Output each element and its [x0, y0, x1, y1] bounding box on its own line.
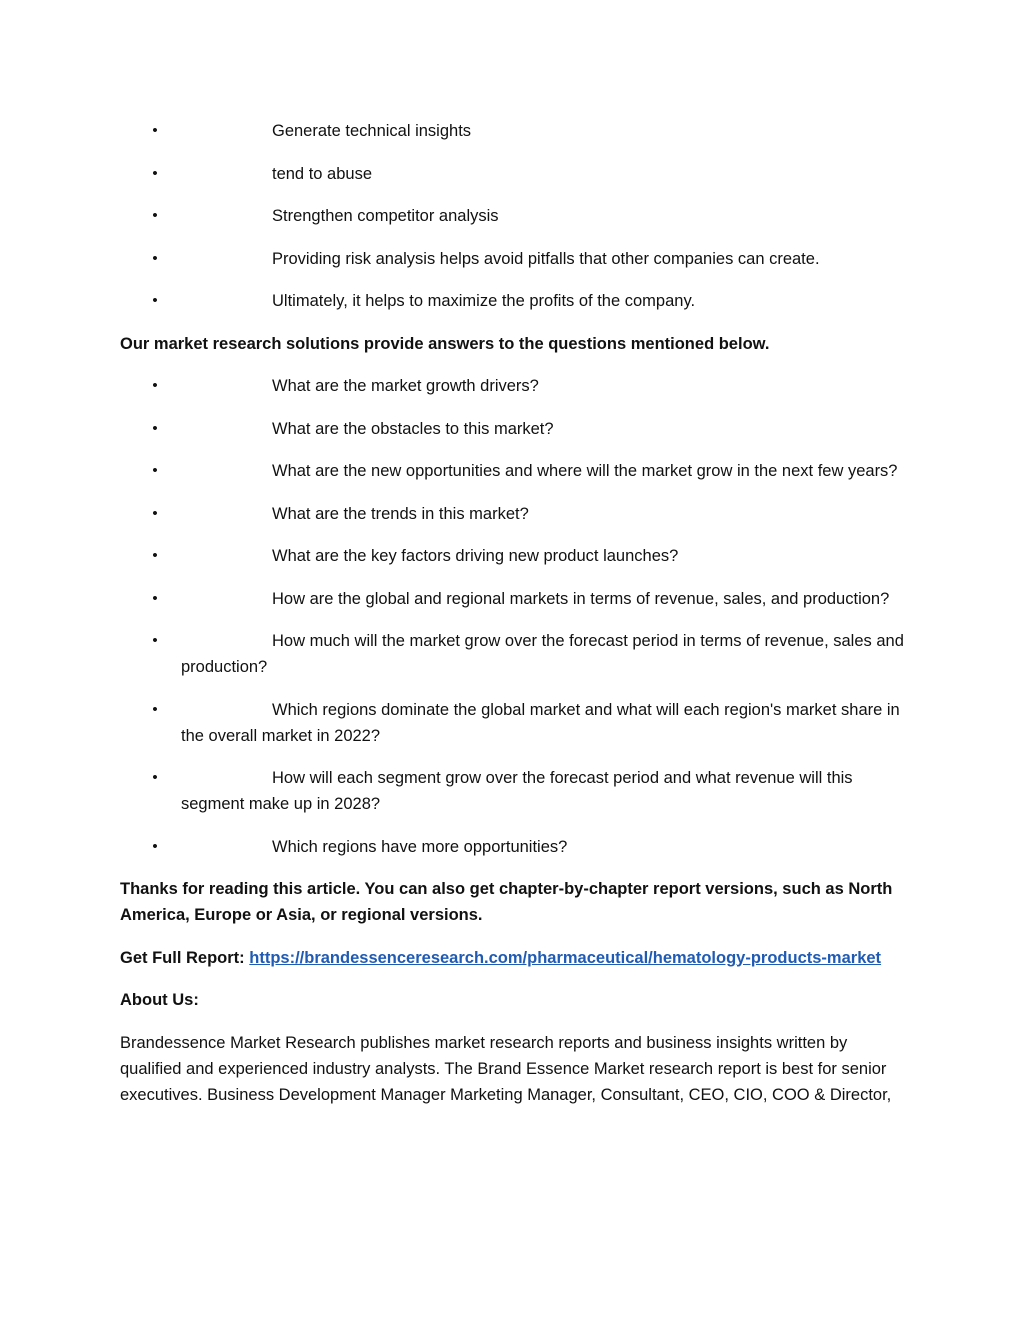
- list-item: [120, 203, 910, 229]
- list-item-text: Which regions dominate the global market and what will each region's market share in the overall market in 2022?: [181, 700, 900, 745]
- bullet-icon: •: [152, 207, 158, 224]
- list-item: [120, 373, 910, 399]
- list-item-text: Ultimately, it helps to maximize the profits of the company.: [272, 292, 696, 310]
- list-item-text: How will each segment grow over the forecast period and what revenue will this segment make up in 2028?: [181, 769, 853, 813]
- bullet-icon: •: [152, 837, 158, 855]
- list-item: [120, 246, 910, 272]
- list-item-text: What are the market growth drivers?: [272, 377, 539, 395]
- list-item-text: Strengthen competitor analysis: [272, 207, 499, 225]
- list-item: [120, 586, 910, 612]
- list-item: [120, 416, 910, 442]
- bullet-icon: •: [152, 504, 158, 522]
- list-item-text: What are the new opportunities and where will the market grow in the next few years?: [272, 462, 898, 480]
- list-item-text: Which regions have more opportunities?: [272, 837, 568, 856]
- bullet-icon: •: [152, 292, 158, 309]
- bullet-icon: •: [152, 589, 158, 607]
- bullet-icon: •: [152, 164, 158, 182]
- list-item: [120, 697, 910, 749]
- list-item: [120, 161, 910, 187]
- list-item: [120, 543, 910, 569]
- thanks-paragraph: Thanks for reading this article. You can also get chapter-by-chapter report versions, such as North America, Europe or Asia, or regional versions.: [120, 880, 893, 924]
- list-item: [120, 628, 910, 680]
- list-item-text: How are the global and regional markets in terms of revenue, sales, and production?: [272, 589, 890, 608]
- list-item-text: How much will the market grow over the forecast period in terms of revenue, sales and production?: [181, 632, 904, 676]
- bullet-icon: •: [152, 377, 158, 394]
- bullet-icon: •: [152, 122, 158, 139]
- list-item-text: Generate technical insights: [272, 122, 472, 140]
- list-item: [120, 834, 910, 860]
- bullet-icon: •: [152, 632, 158, 649]
- bullet-icon: •: [152, 700, 158, 718]
- insights-list: [120, 118, 910, 314]
- list-item: [120, 288, 910, 314]
- list-item: [120, 501, 910, 527]
- about-heading: About Us:: [120, 991, 199, 1009]
- bullet-icon: •: [152, 547, 158, 564]
- bullet-icon: •: [152, 462, 158, 479]
- bullet-icon: •: [152, 769, 158, 786]
- full-report-link[interactable]: https://brandessenceresearch.com/pharmaceutical/hematology-products-market: [249, 948, 882, 967]
- list-item-text: tend to abuse: [272, 164, 372, 183]
- about-body: Brandessence Market Research publishes market research reports and business insights written by qualified and experienced industry analysts. The Brand Essence Market research report is best for senior executives. Business Development Manager Marketing Manager, Consultant, CEO, CIO, COO & Director,: [120, 1033, 892, 1104]
- full-report-line: [120, 945, 910, 971]
- questions-heading: Our market research solutions provide answers to the questions mentioned below.: [120, 334, 770, 353]
- bullet-icon: •: [152, 419, 158, 437]
- list-item-text: What are the obstacles to this market?: [272, 419, 554, 438]
- list-item: [120, 118, 910, 144]
- full-report-label: Get Full Report:: [120, 948, 245, 967]
- list-item-text: What are the trends in this market?: [272, 504, 529, 523]
- list-item: [120, 458, 910, 484]
- document-page: [120, 118, 910, 1124]
- list-item-text: Providing risk analysis helps avoid pitfalls that other companies can create.: [272, 249, 820, 268]
- list-item-text: What are the key factors driving new product launches?: [272, 547, 679, 565]
- questions-list: [120, 373, 910, 860]
- list-item: [120, 765, 910, 817]
- bullet-icon: •: [152, 249, 158, 267]
